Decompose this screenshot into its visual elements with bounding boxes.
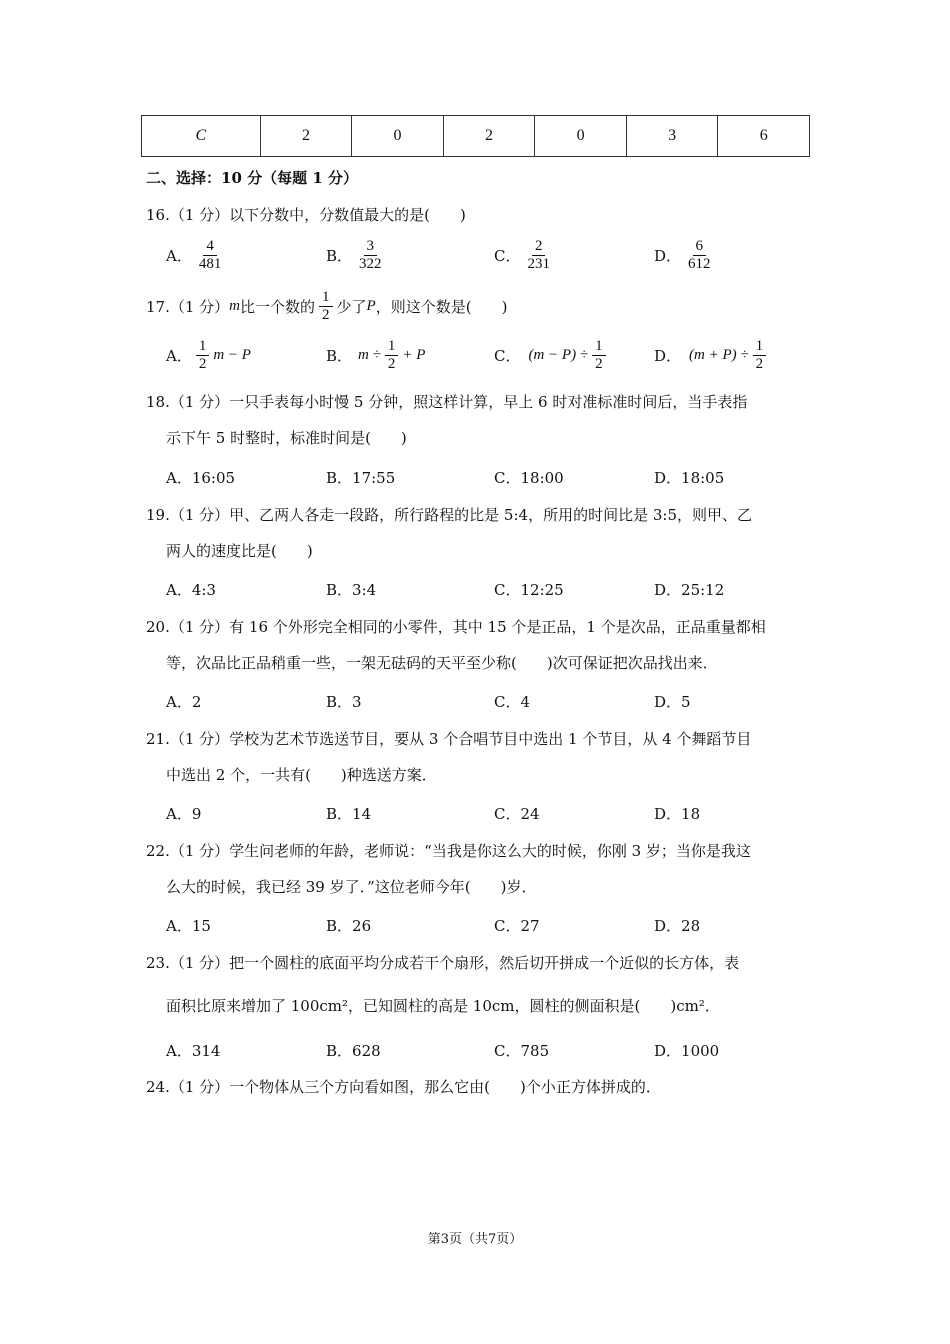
q22-option-b: B．26 xyxy=(326,917,372,935)
question-23-line2: 面积比原来增加了 100cm²，已知圆柱的高是 10cm，圆柱的侧面积是( )cm²． xyxy=(166,997,720,1015)
table-row xyxy=(142,116,810,157)
table-cell: 6 xyxy=(718,116,810,157)
fraction xyxy=(319,289,333,324)
q23-option-a: A．314 xyxy=(166,1042,221,1060)
question-17-stem xyxy=(146,289,507,324)
q17-after: 少了 xyxy=(336,298,367,316)
q21-option-d: D．18 xyxy=(654,805,701,823)
frac-den: 2 xyxy=(755,356,764,372)
frac-num: 6 xyxy=(693,238,707,256)
frac-num: 4 xyxy=(203,238,217,256)
q16-option-a xyxy=(166,238,228,273)
table-cell: 3 xyxy=(626,116,718,157)
frac-num: 1 xyxy=(592,338,606,356)
question-20-line2: 等，次品比正品稍重一些，一架无砝码的天平至少称( )次可保证把次品找出来． xyxy=(166,654,718,672)
q19-option-b: B．3:4 xyxy=(326,581,377,599)
q17-option-d xyxy=(654,338,770,373)
question-19-line2: 两人的速度比是( ) xyxy=(166,542,313,560)
frac-num: 1 xyxy=(753,338,767,356)
frac-num: 1 xyxy=(196,338,210,356)
q20-option-b: B．3 xyxy=(326,693,362,711)
q17-prefix: 17.（1 分） xyxy=(146,298,230,316)
table-cell: C xyxy=(142,116,261,157)
fraction xyxy=(592,338,606,373)
option-post: + P xyxy=(402,347,426,363)
table-cell: 0 xyxy=(535,116,627,157)
page-footer: 第3页（共7页） xyxy=(427,1232,523,1247)
q16-option-d xyxy=(654,238,718,273)
q20-option-d: D．5 xyxy=(654,693,691,711)
q17-option-c xyxy=(494,338,610,373)
q16-option-c xyxy=(494,238,557,273)
q17-mid: 比一个数的 xyxy=(240,298,316,316)
q22-option-c: C．27 xyxy=(494,917,540,935)
fraction xyxy=(524,238,553,273)
fraction xyxy=(753,338,767,373)
option-label: A． xyxy=(166,247,192,265)
frac-den: 481 xyxy=(198,256,222,272)
q18-option-d: D．18:05 xyxy=(654,469,725,487)
fraction xyxy=(685,238,714,273)
frac-den: 322 xyxy=(359,256,382,272)
frac-num: 1 xyxy=(385,338,399,356)
frac-den: 2 xyxy=(595,356,603,372)
question-24-line1: 24.（1 分）一个物体从三个方向看如图，那么它由( )个小正方体拼成的． xyxy=(146,1078,661,1096)
q22-option-d: D．28 xyxy=(654,917,701,935)
answer-table xyxy=(141,115,810,157)
section-title: 二、选择：10 分（每题 1 分） xyxy=(146,169,358,187)
question-20-line1: 20.（1 分）有 16 个外形完全相同的小零件，其中 15 个是正品，1 个是次品，正品重量都相 xyxy=(146,618,766,636)
fraction xyxy=(356,238,385,273)
q21-option-a: A．9 xyxy=(166,805,202,823)
frac-num: 1 xyxy=(319,289,333,307)
question-19-line1: 19.（1 分）甲、乙两人各走一段路，所行路程的比是 5:4，所用的时间比是 3:5，则甲、乙 xyxy=(146,506,752,524)
q23-option-b: B．628 xyxy=(326,1042,381,1060)
q17-m: m xyxy=(229,298,241,314)
table-cell: 2 xyxy=(260,116,352,157)
table-cell: 0 xyxy=(352,116,444,157)
q17-option-a xyxy=(166,338,251,373)
question-21-line2: 中选出 2 个，一共有( )种选送方案． xyxy=(166,766,437,784)
question-22-line1: 22.（1 分）学生问老师的年龄，老师说：“当我是你这么大的时候，你刚 3 岁；当你是我这 xyxy=(146,842,751,860)
q18-option-a: A．16:05 xyxy=(166,469,236,487)
question-21-line1: 21.（1 分）学校为艺术节选送节目，要从 3 个合唱节目中选出 1 个节目，从 4 个舞蹈节目 xyxy=(146,730,752,748)
option-label: C． xyxy=(494,347,521,365)
fraction xyxy=(196,238,225,273)
frac-den: 2 xyxy=(387,356,396,372)
option-label: D． xyxy=(654,347,682,365)
q19-option-a: A．4:3 xyxy=(166,581,216,599)
q19-option-c: C．12:25 xyxy=(494,581,564,599)
frac-den: 612 xyxy=(688,256,711,272)
q17-option-b xyxy=(326,338,425,373)
frac-den: 2 xyxy=(198,356,207,372)
frac-num: 2 xyxy=(532,238,546,256)
option-pre: (m − P) ÷ xyxy=(528,347,589,363)
question-18-line2: 示下午 5 时整时，标准时间是( ) xyxy=(166,429,407,447)
option-pre: m ÷ xyxy=(358,347,381,363)
q17-tail: ，则这个数是( ) xyxy=(375,298,508,316)
option-label: B． xyxy=(326,347,353,365)
question-18-line1: 18.（1 分）一只手表每小时慢 5 分钟，照这样计算，早上 6 时对准标准时间后，当手表指 xyxy=(146,393,748,411)
option-label: C． xyxy=(494,247,521,265)
frac-num: 3 xyxy=(364,238,378,256)
q18-option-b: B．17:55 xyxy=(326,469,396,487)
q23-option-d: D．1000 xyxy=(654,1042,720,1060)
q17-p: P xyxy=(366,298,376,314)
fraction xyxy=(385,338,399,373)
q23-option-c: C．785 xyxy=(494,1042,550,1060)
question-22-line2: 么大的时候，我已经 39 岁了．”这位老师今年( )岁． xyxy=(166,878,537,896)
table-cell: 2 xyxy=(443,116,535,157)
q16-option-b xyxy=(326,238,389,273)
option-label: A． xyxy=(166,347,192,365)
option-pre: (m + P) ÷ xyxy=(689,347,749,363)
q18-option-c: C．18:00 xyxy=(494,469,564,487)
q20-option-a: A．2 xyxy=(166,693,202,711)
question-23-line1: 23.（1 分）把一个圆柱的底面平均分成若干个扇形，然后切开拼成一个近似的长方体，表 xyxy=(146,954,740,972)
q19-option-d: D．25:12 xyxy=(654,581,725,599)
frac-den: 231 xyxy=(527,256,550,272)
fraction xyxy=(196,338,210,373)
option-label: D． xyxy=(654,247,682,265)
frac-den: 2 xyxy=(322,307,330,323)
option-label: B． xyxy=(326,247,353,265)
option-post: m − P xyxy=(213,347,251,363)
question-16-stem: 16.（1 分）以下分数中，分数值最大的是( ) xyxy=(146,206,466,224)
q21-option-c: C．24 xyxy=(494,805,540,823)
q20-option-c: C．4 xyxy=(494,693,531,711)
q22-option-a: A．15 xyxy=(166,917,211,935)
q21-option-b: B．14 xyxy=(326,805,372,823)
